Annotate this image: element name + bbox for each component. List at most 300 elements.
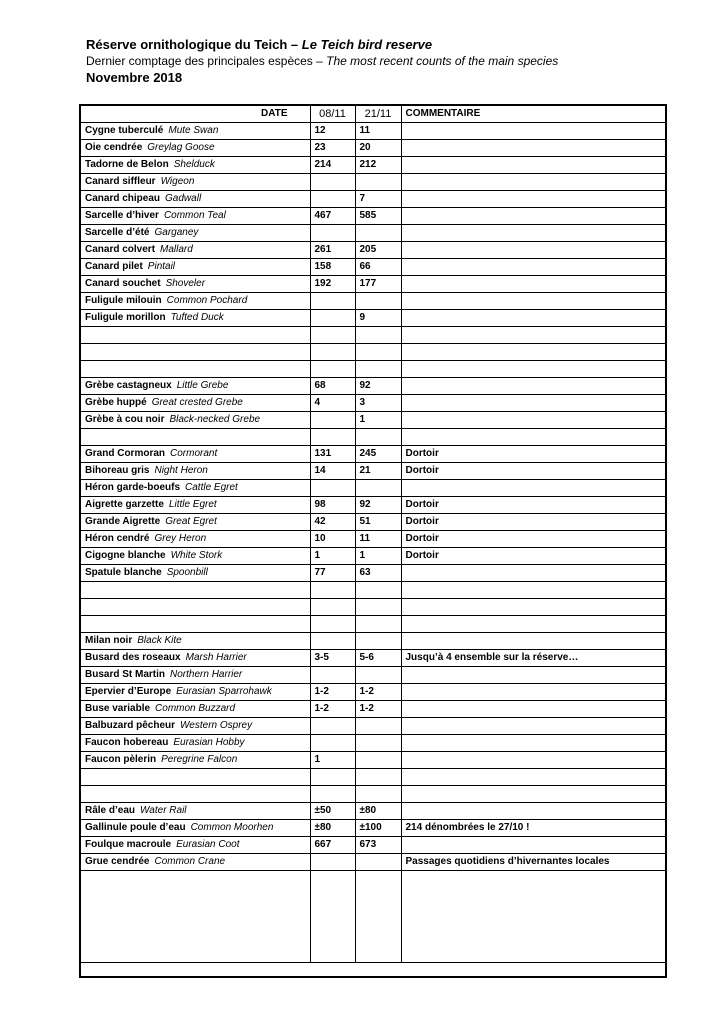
species-name-fr: Grand Cormoran xyxy=(85,448,166,459)
species-name-fr: Canard pilet xyxy=(85,261,143,272)
count-date-1 xyxy=(310,412,355,429)
count-date-2: 1 xyxy=(355,548,401,565)
species-name-fr: Canard colvert xyxy=(85,244,156,255)
species-name-fr: Héron cendré xyxy=(85,533,150,544)
species-cell xyxy=(81,429,310,446)
species-name-en: Common Moorhen xyxy=(190,822,274,833)
species-name-fr: Tadorne de Belon xyxy=(85,159,169,170)
count-date-1 xyxy=(310,174,355,191)
empty-cell xyxy=(401,871,665,963)
comment-cell: Passages quotidiens d’hivernantes locales xyxy=(401,854,665,871)
species-cell xyxy=(81,276,310,293)
species-cell xyxy=(81,616,310,633)
species-name-en: Eurasian Hobby xyxy=(173,737,245,748)
species-cell xyxy=(81,769,310,786)
count-date-2: 11 xyxy=(355,531,401,548)
count-date-1: 23 xyxy=(310,140,355,157)
species-name-en: Great crested Grebe xyxy=(151,397,243,408)
species-name-en: Common Teal xyxy=(163,210,226,221)
count-date-1 xyxy=(310,599,355,616)
species-name-en: Night Heron xyxy=(154,465,208,476)
count-date-1: 1-2 xyxy=(310,701,355,718)
comment-cell xyxy=(401,786,665,803)
count-date-1 xyxy=(310,344,355,361)
count-date-2: 205 xyxy=(355,242,401,259)
comment-cell xyxy=(401,174,665,191)
species-name-fr: Cygne tuberculé xyxy=(85,125,164,136)
header-date-1: 08/11 xyxy=(310,106,355,123)
count-date-1 xyxy=(310,480,355,497)
species-name-en: Western Osprey xyxy=(180,720,253,731)
table-row xyxy=(81,344,665,361)
species-cell xyxy=(81,718,310,735)
count-date-2 xyxy=(355,633,401,650)
count-date-2: 63 xyxy=(355,565,401,582)
comment-cell xyxy=(401,310,665,327)
table-row xyxy=(81,752,665,769)
species-cell xyxy=(81,667,310,684)
species-name-fr: Fuligule morillon xyxy=(85,312,166,323)
count-date-1 xyxy=(310,310,355,327)
count-date-1: 10 xyxy=(310,531,355,548)
count-date-1: 42 xyxy=(310,514,355,531)
species-cell xyxy=(81,548,310,565)
species-name-fr: Râle d’eau xyxy=(85,805,136,816)
species-cell xyxy=(81,752,310,769)
species-cell xyxy=(81,378,310,395)
count-date-1 xyxy=(310,718,355,735)
count-date-2: 20 xyxy=(355,140,401,157)
table-row xyxy=(81,395,665,412)
species-name-fr: Buse variable xyxy=(85,703,151,714)
species-cell xyxy=(81,361,310,378)
title-separator: – xyxy=(287,37,302,52)
table-row xyxy=(81,361,665,378)
species-name-en: Spoonbill xyxy=(166,567,208,578)
count-date-1: ±50 xyxy=(310,803,355,820)
count-date-2: 212 xyxy=(355,157,401,174)
count-date-1 xyxy=(310,361,355,378)
species-name-fr: Busard St Martin xyxy=(85,669,166,680)
species-name-en: Wigeon xyxy=(160,176,195,187)
table-row xyxy=(81,701,665,718)
species-cell xyxy=(81,701,310,718)
species-cell xyxy=(81,344,310,361)
species-cell xyxy=(81,480,310,497)
comment-cell xyxy=(401,667,665,684)
count-date-2 xyxy=(355,769,401,786)
count-date-2: 92 xyxy=(355,497,401,514)
count-date-2 xyxy=(355,599,401,616)
count-date-2: 1-2 xyxy=(355,701,401,718)
count-date-2: 5-6 xyxy=(355,650,401,667)
count-date-1: 192 xyxy=(310,276,355,293)
species-cell xyxy=(81,259,310,276)
species-cell xyxy=(81,157,310,174)
count-date-2 xyxy=(355,174,401,191)
species-name-en: Common Buzzard xyxy=(155,703,236,714)
count-date-2 xyxy=(355,429,401,446)
species-cell xyxy=(81,174,310,191)
species-name-en: Peregrine Falcon xyxy=(161,754,238,765)
table-row xyxy=(81,480,665,497)
count-date-2: 21 xyxy=(355,463,401,480)
table-row xyxy=(81,667,665,684)
table-row xyxy=(81,191,665,208)
document-month: Novembre 2018 xyxy=(86,70,183,85)
species-cell xyxy=(81,497,310,514)
count-date-1: ±80 xyxy=(310,820,355,837)
count-date-2: 3 xyxy=(355,395,401,412)
comment-cell xyxy=(401,191,665,208)
table-row xyxy=(81,684,665,701)
count-date-2 xyxy=(355,718,401,735)
count-date-2: 92 xyxy=(355,378,401,395)
table-row xyxy=(81,854,665,871)
comment-cell xyxy=(401,361,665,378)
species-name-fr: Sarcelle d’été xyxy=(85,227,150,238)
species-cell xyxy=(81,208,310,225)
comment-cell xyxy=(401,684,665,701)
comment-cell xyxy=(401,276,665,293)
species-name-fr: Balbuzard pêcheur xyxy=(85,720,176,731)
table-row xyxy=(81,140,665,157)
table-row xyxy=(81,123,665,140)
comment-cell: Dortoir xyxy=(401,463,665,480)
species-name-en: Shelduck xyxy=(173,159,215,170)
table-row xyxy=(81,837,665,854)
species-cell xyxy=(81,633,310,650)
species-cell xyxy=(81,803,310,820)
table-row xyxy=(81,463,665,480)
table-header-row xyxy=(81,106,665,123)
header-comment: COMMENTAIRE xyxy=(401,106,665,123)
species-name-fr: Epervier d’Europe xyxy=(85,686,172,697)
comment-cell xyxy=(401,395,665,412)
header-date-2: 21/11 xyxy=(355,106,401,123)
comment-cell xyxy=(401,735,665,752)
table-row xyxy=(81,293,665,310)
count-date-2 xyxy=(355,735,401,752)
table-row xyxy=(81,208,665,225)
comment-cell xyxy=(401,752,665,769)
count-date-2 xyxy=(355,225,401,242)
table-row xyxy=(81,599,665,616)
species-name-en: Eurasian Sparrohawk xyxy=(176,686,272,697)
species-name-fr: Faucon hobereau xyxy=(85,737,169,748)
species-name-fr: Bihoreau gris xyxy=(85,465,150,476)
comment-cell: Dortoir xyxy=(401,531,665,548)
table-row xyxy=(81,633,665,650)
comment-cell xyxy=(401,582,665,599)
species-name-en: Great Egret xyxy=(165,516,217,527)
species-name-en: Pintail xyxy=(147,261,176,272)
species-cell xyxy=(81,123,310,140)
species-name-en: Little Grebe xyxy=(176,380,229,391)
comment-cell xyxy=(401,225,665,242)
count-date-2: 1-2 xyxy=(355,684,401,701)
count-date-1 xyxy=(310,191,355,208)
species-cell xyxy=(81,225,310,242)
species-name-fr: Oie cendrée xyxy=(85,142,143,153)
species-name-fr: Milan noir xyxy=(85,635,133,646)
table-row xyxy=(81,820,665,837)
count-date-1: 1 xyxy=(310,752,355,769)
empty-cell xyxy=(81,871,310,963)
comment-cell: Dortoir xyxy=(401,446,665,463)
empty-cell xyxy=(310,871,355,963)
table-row xyxy=(81,225,665,242)
count-date-1: 261 xyxy=(310,242,355,259)
count-date-1 xyxy=(310,854,355,871)
species-name-fr: Busard des roseaux xyxy=(85,652,181,663)
species-name-fr: Cigogne blanche xyxy=(85,550,166,561)
comment-cell xyxy=(401,633,665,650)
comment-cell xyxy=(401,327,665,344)
count-date-2: 1 xyxy=(355,412,401,429)
species-cell xyxy=(81,582,310,599)
comment-cell xyxy=(401,701,665,718)
species-cell xyxy=(81,650,310,667)
count-date-2 xyxy=(355,854,401,871)
species-name-en: Tufted Duck xyxy=(170,312,224,323)
title-fr: Réserve ornithologique du Teich xyxy=(86,37,288,52)
species-cell xyxy=(81,565,310,582)
table-row xyxy=(81,650,665,667)
count-date-2 xyxy=(355,616,401,633)
count-date-1 xyxy=(310,225,355,242)
count-date-2: 7 xyxy=(355,191,401,208)
table-row xyxy=(81,259,665,276)
count-date-2: ±80 xyxy=(355,803,401,820)
count-date-2: 66 xyxy=(355,259,401,276)
species-name-en: Common Pochard xyxy=(166,295,248,306)
count-date-2: 673 xyxy=(355,837,401,854)
count-date-2: 177 xyxy=(355,276,401,293)
species-name-fr: Canard chipeau xyxy=(85,193,161,204)
count-date-1 xyxy=(310,293,355,310)
comment-cell xyxy=(401,157,665,174)
subtitle-separator: – xyxy=(312,54,327,68)
species-name-en: Black Kite xyxy=(137,635,182,646)
count-date-1: 98 xyxy=(310,497,355,514)
count-date-1 xyxy=(310,327,355,344)
subtitle-fr: Dernier comptage des principales espèces xyxy=(86,54,313,68)
table-row xyxy=(81,582,665,599)
count-date-2 xyxy=(355,327,401,344)
species-name-en: Garganey xyxy=(154,227,199,238)
species-name-fr: Gallinule poule d’eau xyxy=(85,822,186,833)
count-date-1: 77 xyxy=(310,565,355,582)
count-date-1: 158 xyxy=(310,259,355,276)
comment-cell: Dortoir xyxy=(401,514,665,531)
comment-cell: Jusqu’à 4 ensemble sur la réserve… xyxy=(401,650,665,667)
count-date-1: 1-2 xyxy=(310,684,355,701)
document-title xyxy=(86,36,646,53)
species-name-en: Grey Heron xyxy=(154,533,207,544)
count-date-2: 11 xyxy=(355,123,401,140)
count-date-2: 9 xyxy=(355,310,401,327)
document-subtitle xyxy=(86,53,646,69)
species-name-en: White Stork xyxy=(170,550,223,561)
species-name-en: Shoveler xyxy=(165,278,206,289)
species-cell xyxy=(81,446,310,463)
table-row xyxy=(81,242,665,259)
species-name-en: Mallard xyxy=(160,244,193,255)
table-row xyxy=(81,786,665,803)
species-cell xyxy=(81,786,310,803)
species-name-en: Mute Swan xyxy=(168,125,219,136)
count-date-1: 14 xyxy=(310,463,355,480)
comment-cell xyxy=(401,429,665,446)
comment-cell xyxy=(401,803,665,820)
count-date-1 xyxy=(310,735,355,752)
species-cell xyxy=(81,242,310,259)
count-date-1 xyxy=(310,667,355,684)
species-name-fr: Sarcelle d’hiver xyxy=(85,210,159,221)
species-cell xyxy=(81,684,310,701)
species-cell xyxy=(81,463,310,480)
table-row xyxy=(81,378,665,395)
count-date-1: 3-5 xyxy=(310,650,355,667)
count-date-1: 131 xyxy=(310,446,355,463)
count-date-2: 51 xyxy=(355,514,401,531)
count-date-1 xyxy=(310,769,355,786)
table-row xyxy=(81,446,665,463)
count-date-1: 4 xyxy=(310,395,355,412)
table-row xyxy=(81,803,665,820)
count-date-1 xyxy=(310,616,355,633)
count-date-2 xyxy=(355,293,401,310)
comment-cell xyxy=(401,259,665,276)
table-row xyxy=(81,497,665,514)
species-name-fr: Héron garde-boeufs xyxy=(85,482,181,493)
species-name-fr: Canard souchet xyxy=(85,278,161,289)
comment-cell xyxy=(401,344,665,361)
count-date-2 xyxy=(355,786,401,803)
comment-cell xyxy=(401,718,665,735)
species-cell xyxy=(81,293,310,310)
species-name-fr: Faucon pèlerin xyxy=(85,754,157,765)
species-name-fr: Grèbe huppé xyxy=(85,397,147,408)
table-row xyxy=(81,276,665,293)
count-date-1 xyxy=(310,633,355,650)
header-date: DATE xyxy=(81,106,310,123)
count-date-2 xyxy=(355,361,401,378)
species-name-fr: Grèbe à cou noir xyxy=(85,414,165,425)
species-cell xyxy=(81,412,310,429)
comment-cell xyxy=(401,140,665,157)
table-row xyxy=(81,735,665,752)
counts-table-frame xyxy=(79,104,667,978)
count-date-2: ±100 xyxy=(355,820,401,837)
count-date-1: 667 xyxy=(310,837,355,854)
species-name-en: Cattle Egret xyxy=(185,482,238,493)
comment-cell xyxy=(401,837,665,854)
comment-cell xyxy=(401,599,665,616)
table-row xyxy=(81,174,665,191)
count-date-2 xyxy=(355,667,401,684)
table-row xyxy=(81,514,665,531)
species-cell xyxy=(81,140,310,157)
species-name-fr: Fuligule milouin xyxy=(85,295,162,306)
species-name-en: Gadwall xyxy=(165,193,202,204)
document-header xyxy=(86,36,646,86)
species-name-fr: Grèbe castagneux xyxy=(85,380,172,391)
count-date-2 xyxy=(355,344,401,361)
table-row xyxy=(81,565,665,582)
species-name-en: Water Rail xyxy=(140,805,187,816)
table-row xyxy=(81,157,665,174)
count-date-1: 12 xyxy=(310,123,355,140)
empty-cell xyxy=(355,871,401,963)
species-name-fr: Foulque macroule xyxy=(85,839,172,850)
comment-cell xyxy=(401,412,665,429)
count-date-1 xyxy=(310,429,355,446)
species-name-fr: Grue cendrée xyxy=(85,856,150,867)
table-row xyxy=(81,310,665,327)
count-date-2 xyxy=(355,752,401,769)
comment-cell xyxy=(401,616,665,633)
species-cell xyxy=(81,854,310,871)
species-name-en: Greylag Goose xyxy=(147,142,215,153)
table-row xyxy=(81,718,665,735)
table-row xyxy=(81,531,665,548)
table-row xyxy=(81,412,665,429)
species-name-en: Black-necked Grebe xyxy=(169,414,261,425)
count-date-2: 245 xyxy=(355,446,401,463)
species-cell xyxy=(81,599,310,616)
count-date-1 xyxy=(310,582,355,599)
count-date-1: 214 xyxy=(310,157,355,174)
count-date-1: 68 xyxy=(310,378,355,395)
species-cell xyxy=(81,395,310,412)
species-name-en: Common Crane xyxy=(154,856,226,867)
species-name-en: Little Egret xyxy=(168,499,217,510)
species-cell xyxy=(81,531,310,548)
comment-cell xyxy=(401,242,665,259)
count-date-1 xyxy=(310,786,355,803)
species-cell xyxy=(81,820,310,837)
empty-row xyxy=(81,871,665,963)
comment-cell xyxy=(401,565,665,582)
species-name-fr: Spatule blanche xyxy=(85,567,162,578)
species-name-en: Cormorant xyxy=(170,448,218,459)
title-en: Le Teich bird reserve xyxy=(301,37,433,52)
count-date-1: 1 xyxy=(310,548,355,565)
species-name-fr: Aigrette garzette xyxy=(85,499,164,510)
species-name-en: Northern Harrier xyxy=(170,669,243,680)
comment-cell: Dortoir xyxy=(401,548,665,565)
comment-cell xyxy=(401,293,665,310)
table-row xyxy=(81,769,665,786)
species-cell xyxy=(81,837,310,854)
count-date-2 xyxy=(355,480,401,497)
comment-cell xyxy=(401,123,665,140)
comment-cell xyxy=(401,769,665,786)
species-cell xyxy=(81,327,310,344)
comment-cell: 214 dénombrées le 27/10 ! xyxy=(401,820,665,837)
table-row xyxy=(81,616,665,633)
species-cell xyxy=(81,735,310,752)
species-name-fr: Grande Aigrette xyxy=(85,516,161,527)
species-name-en: Eurasian Coot xyxy=(176,839,240,850)
species-cell xyxy=(81,191,310,208)
species-name-en: Marsh Harrier xyxy=(185,652,247,663)
comment-cell xyxy=(401,208,665,225)
species-cell xyxy=(81,514,310,531)
comment-cell xyxy=(401,480,665,497)
